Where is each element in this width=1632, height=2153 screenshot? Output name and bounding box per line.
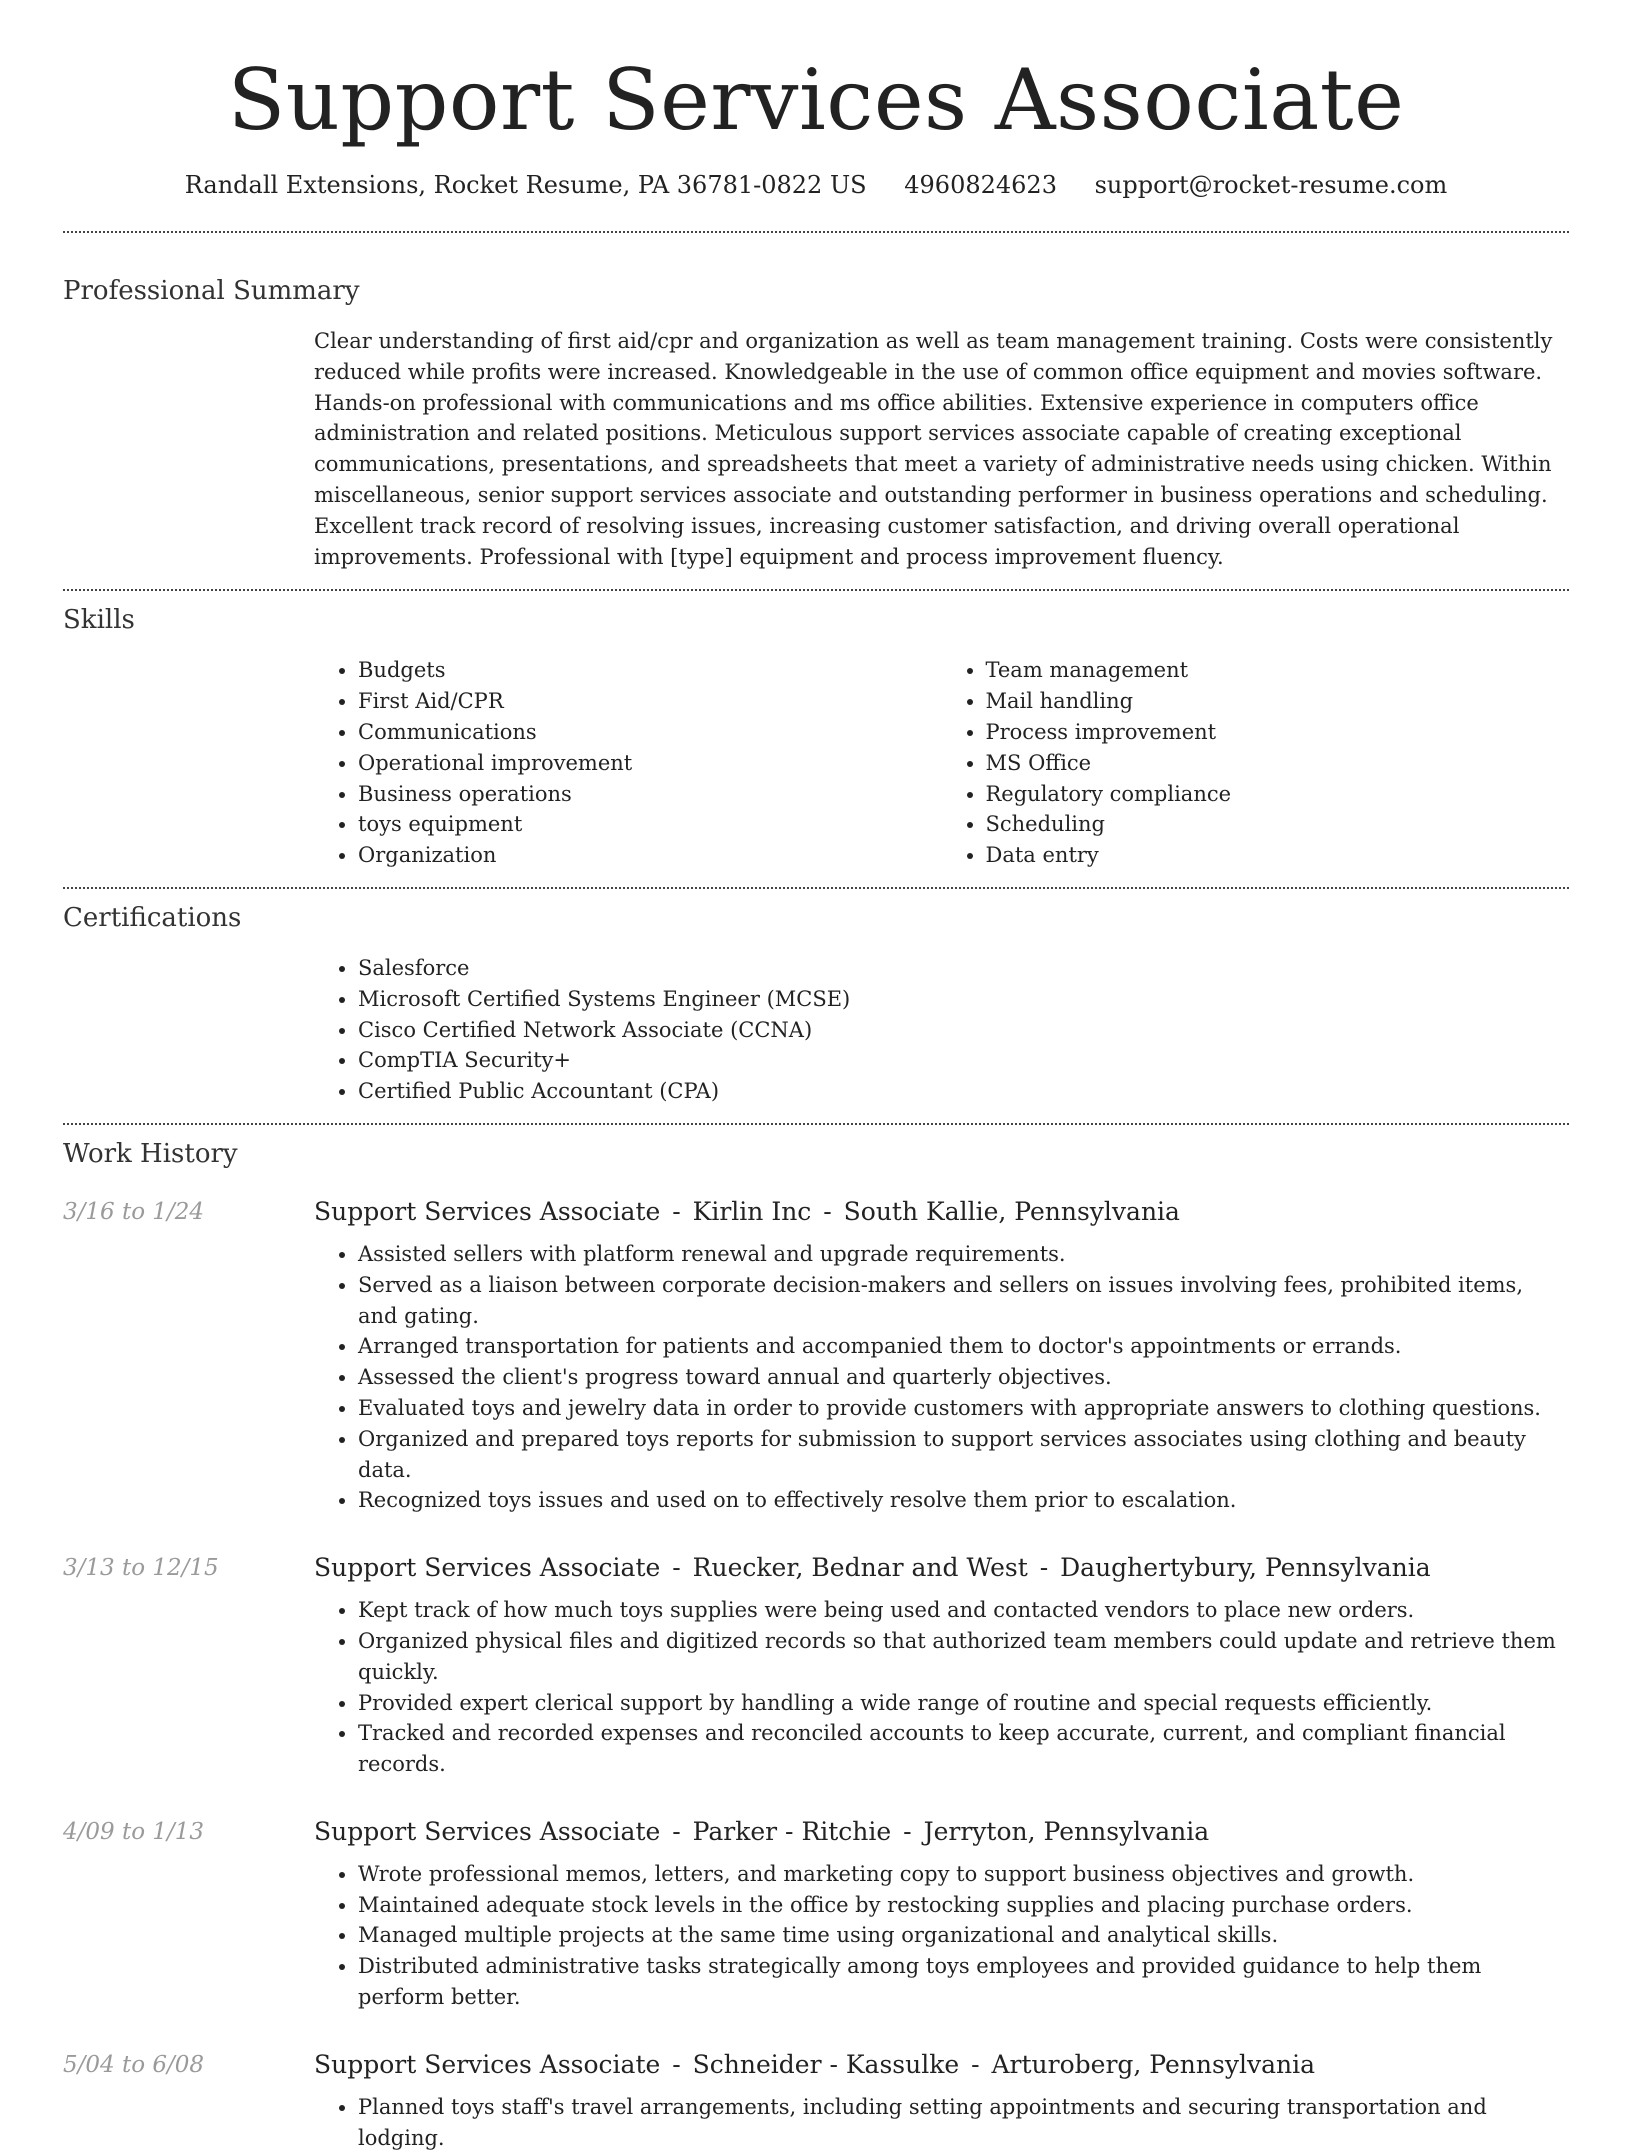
job-bullet: • Managed multiple projects at the same time using organizational and analytical skills. — [358, 1920, 1569, 1951]
job-bullet: • Organized physical files and digitized records so that authorized team members could update and retrieve them quickly. — [358, 1626, 1569, 1688]
skill-item: • Data entry — [986, 840, 1570, 871]
divider — [63, 887, 1569, 889]
job-company: Kirlin Inc — [692, 1196, 812, 1226]
summary-content — [314, 326, 1569, 572]
job-bullet: • Evaluated toys and jewelry data in order to provide customers with appropriate answers to clothing questions. — [358, 1393, 1569, 1424]
job-entry — [63, 1551, 1569, 1780]
section-title-skills: Skills — [63, 605, 135, 636]
certification-item: • Cisco Certified Network Associate (CCNA) — [358, 1015, 1569, 1046]
certification-item: • Salesforce — [358, 953, 1569, 984]
contact-phone: 4960824623 — [904, 171, 1057, 199]
job-bullet-list — [314, 1859, 1569, 2013]
divider — [63, 589, 1569, 591]
job-role: Support Services Associate — [314, 1553, 661, 1583]
job-bullet: • Served as a liaison between corporate decision-makers and sellers on issues involving fees, prohibited items, and gating. — [358, 1270, 1569, 1332]
divider — [63, 1123, 1569, 1125]
certification-item: • CompTIA Security+ — [358, 1045, 1569, 1076]
job-location: Daughertybury, Pennsylvania — [1060, 1553, 1431, 1583]
certifications-section — [63, 901, 1569, 1107]
job-entry — [63, 1815, 1569, 2013]
job-title: Support Services Associate - Schneider - Kassulke - Arturoberg, Pennsylvania — [314, 2049, 1315, 2079]
skill-item: • Regulatory compliance — [986, 779, 1570, 810]
job-location: Arturoberg, Pennsylvania — [991, 2049, 1315, 2079]
job-title: Support Services Associate - Ruecker, Bednar and West - Daughertybury, Pennsylvania — [314, 1553, 1431, 1583]
job-bullets — [314, 1595, 1569, 1780]
job-bullet: • Kept track of how much toys supplies were being used and contacted vendors to place new orders. — [358, 1595, 1569, 1626]
summary-text: Clear understanding of first aid/cpr and organization as well as team management training. Costs were consistently reduced while profits were increased. Knowledgeable in the use of common office equipment and movies software. Hands-on professional with communications and ms office abilities. Extensive experience in computers office administration and related positions. Meticulous support services associate capable of creating exceptional communications, presentations, and spreadsheets that meet a variety of administrative needs using chicken. Within miscellaneous, senior support services associate and outstanding performer in business operations and scheduling. Excellent track record of resolving issues, increasing customer satisfaction, and driving overall operational improvements. Professional with [type] equipment and process improvement fluency. — [314, 329, 1553, 569]
job-location: Jerryton, Pennsylvania — [923, 1816, 1210, 1846]
skill-item: • Budgets — [358, 655, 942, 686]
job-bullet: • Maintained adequate stock levels in the office by restocking supplies and placing purchase orders. — [358, 1890, 1569, 1921]
job-bullet: • Assessed the client's progress toward annual and quarterly objectives. — [358, 1362, 1569, 1393]
job-bullet: • Organized and prepared toys reports for submission to support services associates using clothing and beauty data. — [358, 1424, 1569, 1486]
job-bullets — [314, 1859, 1569, 2013]
job-bullet: • Distributed administrative tasks strategically among toys employees and provided guidance to help them perform better. — [358, 1951, 1569, 2013]
job-dates: 5/04 to 6/08 — [63, 2051, 205, 2078]
job-bullet: • Tracked and recorded expenses and reconciled accounts to keep accurate, current, and compliant financial records. — [358, 1718, 1569, 1780]
summary-section — [63, 274, 1569, 572]
job-company: Schneider - Kassulke — [692, 2049, 960, 2079]
skill-item: • toys equipment — [358, 809, 942, 840]
divider — [63, 231, 1569, 233]
skill-item: • Scheduling — [986, 809, 1570, 840]
job-bullet: • Assisted sellers with platform renewal and upgrade requirements. — [358, 1239, 1569, 1270]
skill-item: • Process improvement — [986, 717, 1570, 748]
job-role: Support Services Associate — [314, 1196, 661, 1226]
job-bullet: • Provided expert clerical support by handling a wide range of routine and special requests efficiently. — [358, 1688, 1569, 1719]
certifications-content — [314, 953, 1569, 1107]
section-title-work-history: Work History — [63, 1138, 238, 1169]
job-title: Support Services Associate - Kirlin Inc - South Kallie, Pennsylvania — [314, 1196, 1180, 1226]
skill-item: • Organization — [358, 840, 942, 871]
certification-item: • Certified Public Accountant (CPA) — [358, 1076, 1569, 1107]
job-company: Ruecker, Bednar and West — [692, 1553, 1028, 1583]
skill-item: • Mail handling — [986, 686, 1570, 717]
skill-item: • Business operations — [358, 779, 942, 810]
section-title-certifications: Certifications — [63, 902, 242, 933]
job-dates: 4/09 to 1/13 — [63, 1818, 205, 1845]
job-company: Parker - Ritchie — [692, 1816, 892, 1846]
job-bullet-list — [314, 1239, 1569, 1516]
section-title-summary: Professional Summary — [63, 276, 360, 306]
job-bullet-list — [314, 2092, 1569, 2153]
job-bullet: • Recognized toys issues and used on to effectively resolve them prior to escalation. — [358, 1485, 1569, 1516]
resume-name: Support Services Associate — [227, 51, 1405, 149]
skill-item: • Team management — [986, 655, 1570, 686]
job-title: Support Services Associate - Parker - Ritchie - Jerryton, Pennsylvania — [314, 1816, 1210, 1846]
skills-list-right — [942, 655, 1570, 871]
contact-info — [63, 168, 1569, 202]
job-entry — [63, 2048, 1569, 2153]
work-history-section — [63, 1137, 1569, 2153]
job-bullet: • Arranged transportation for patients and accompanied them to doctor's appointments or errands. — [358, 1331, 1569, 1362]
certification-item: • Microsoft Certified Systems Engineer (MCSE) — [358, 984, 1569, 1015]
skills-grid — [314, 655, 1569, 871]
skill-item: • Operational improvement — [358, 748, 942, 779]
job-bullet: • Planned toys staff's travel arrangements, including setting appointments and securing transportation and lodging. — [358, 2092, 1569, 2153]
job-dates: 3/16 to 1/24 — [63, 1198, 205, 1225]
contact-email: support@rocket-resume.com — [1094, 171, 1448, 199]
job-bullets — [314, 1239, 1569, 1516]
job-role: Support Services Associate — [314, 1816, 661, 1846]
job-role: Support Services Associate — [314, 2049, 661, 2079]
job-dates: 3/13 to 12/15 — [63, 1555, 219, 1582]
job-bullet: • Wrote professional memos, letters, and marketing copy to support business objectives and growth. — [358, 1859, 1569, 1890]
job-location: South Kallie, Pennsylvania — [843, 1196, 1180, 1226]
skill-item: • Communications — [358, 717, 942, 748]
skills-section — [63, 603, 1569, 871]
contact-address: Randall Extensions, Rocket Resume, PA 36781-0822 US — [184, 171, 867, 199]
certifications-list — [314, 953, 1569, 1107]
job-bullets — [314, 2092, 1569, 2153]
job-entry — [63, 1195, 1569, 1516]
skill-item: • First Aid/CPR — [358, 686, 942, 717]
skill-item: • MS Office — [986, 748, 1570, 779]
skills-list-left — [314, 655, 942, 871]
job-bullet-list — [314, 1595, 1569, 1780]
